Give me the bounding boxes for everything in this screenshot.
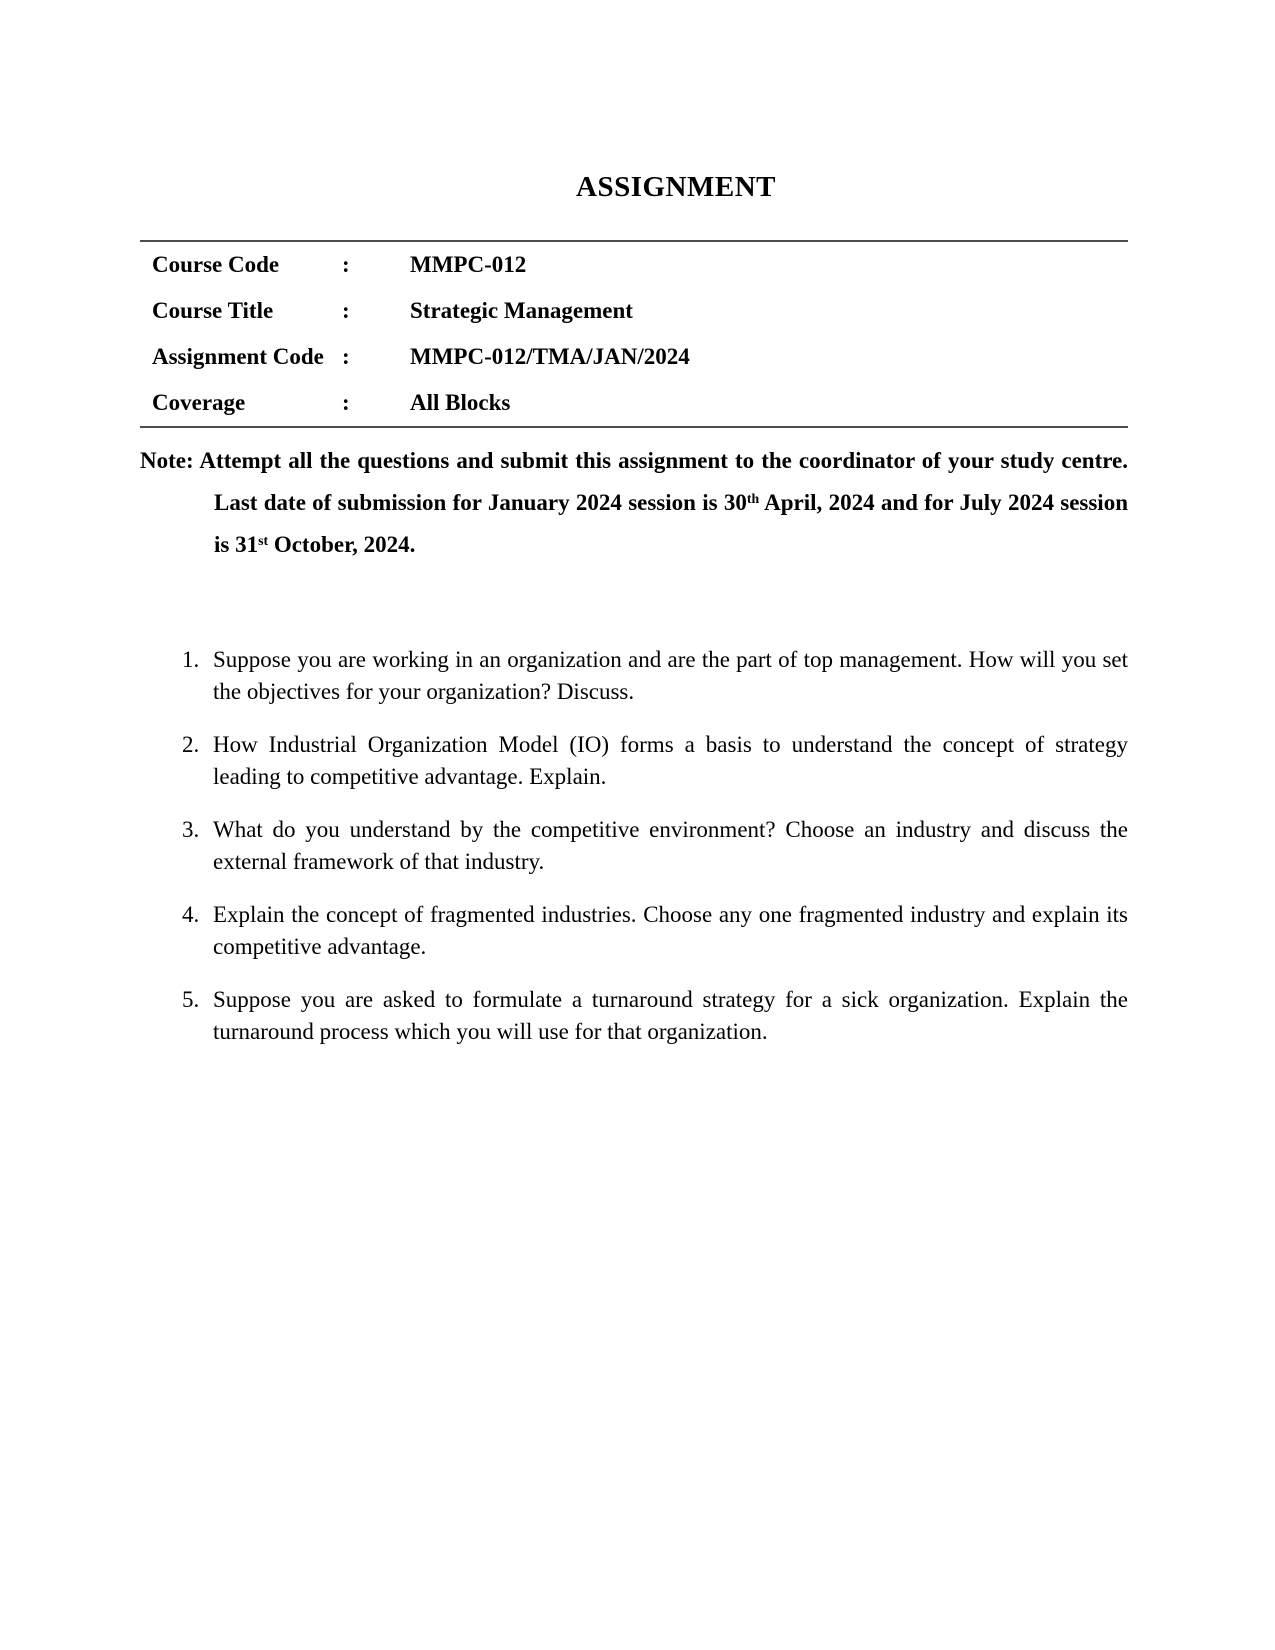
question-text: What do you understand by the competitive environment? Choose an industry and discuss the external framework of that industry. [213, 817, 1128, 874]
question-text: Explain the concept of fragmented industries. Choose any one fragmented industry and explain its competitive advantage. [213, 902, 1128, 959]
table-row [140, 288, 1128, 334]
question-item [182, 814, 1128, 877]
row-label: Course Title [152, 298, 274, 323]
question-number: 5. [182, 987, 200, 1012]
row-value: All Blocks [410, 390, 511, 415]
question-item [182, 899, 1128, 962]
note-text-part2: April, 2024 and for July 2024 session is 31 [214, 490, 1128, 557]
question-item [182, 984, 1128, 1047]
row-value: MMPC-012/TMA/JAN/2024 [410, 344, 690, 369]
row-value: Strategic Management [410, 298, 633, 323]
document-content [140, 172, 1128, 1047]
row-value: MMPC-012 [410, 252, 527, 277]
question-number: 2. [182, 732, 200, 757]
table-row [140, 242, 1128, 288]
question-text: How Industrial Organization Model (IO) forms a basis to understand the concept of strategy leading to competitive advantage. Explain. [213, 732, 1128, 789]
submission-note [140, 440, 1128, 566]
page-title: ASSIGNMENT [576, 171, 776, 203]
question-text: Suppose you are working in an organization and are the part of top management. How will you set the objectives for your organization? Discuss. [213, 647, 1128, 704]
note-superscript-st: st [258, 533, 269, 549]
note-text-part3: October, 2024. [268, 532, 416, 557]
course-info-table [140, 240, 1128, 428]
note-superscript-th: th [746, 491, 760, 507]
row-label: Coverage [152, 390, 246, 415]
row-colon: : [342, 344, 350, 369]
question-number: 1. [182, 647, 200, 672]
question-text: Suppose you are asked to formulate a turnaround strategy for a sick organization. Explain the turnaround process which you will use for that organization. [213, 987, 1128, 1044]
row-colon: : [342, 252, 350, 277]
question-item [182, 644, 1128, 707]
question-item [182, 729, 1128, 792]
note-text-part1: Attempt all the questions and submit this assignment to the coordinator of your study centre. Last date of submission for January 2024 session is 30 [199, 448, 1128, 515]
question-number: 3. [182, 817, 200, 842]
question-number: 4. [182, 902, 200, 927]
row-label: Assignment Code [152, 344, 324, 369]
row-colon: : [342, 390, 350, 415]
questions-list [140, 644, 1128, 1047]
row-label: Course Code [152, 252, 280, 277]
note-label: Note: [140, 448, 194, 473]
table-row [140, 380, 1128, 426]
table-row [140, 334, 1128, 380]
row-colon: : [342, 298, 350, 323]
